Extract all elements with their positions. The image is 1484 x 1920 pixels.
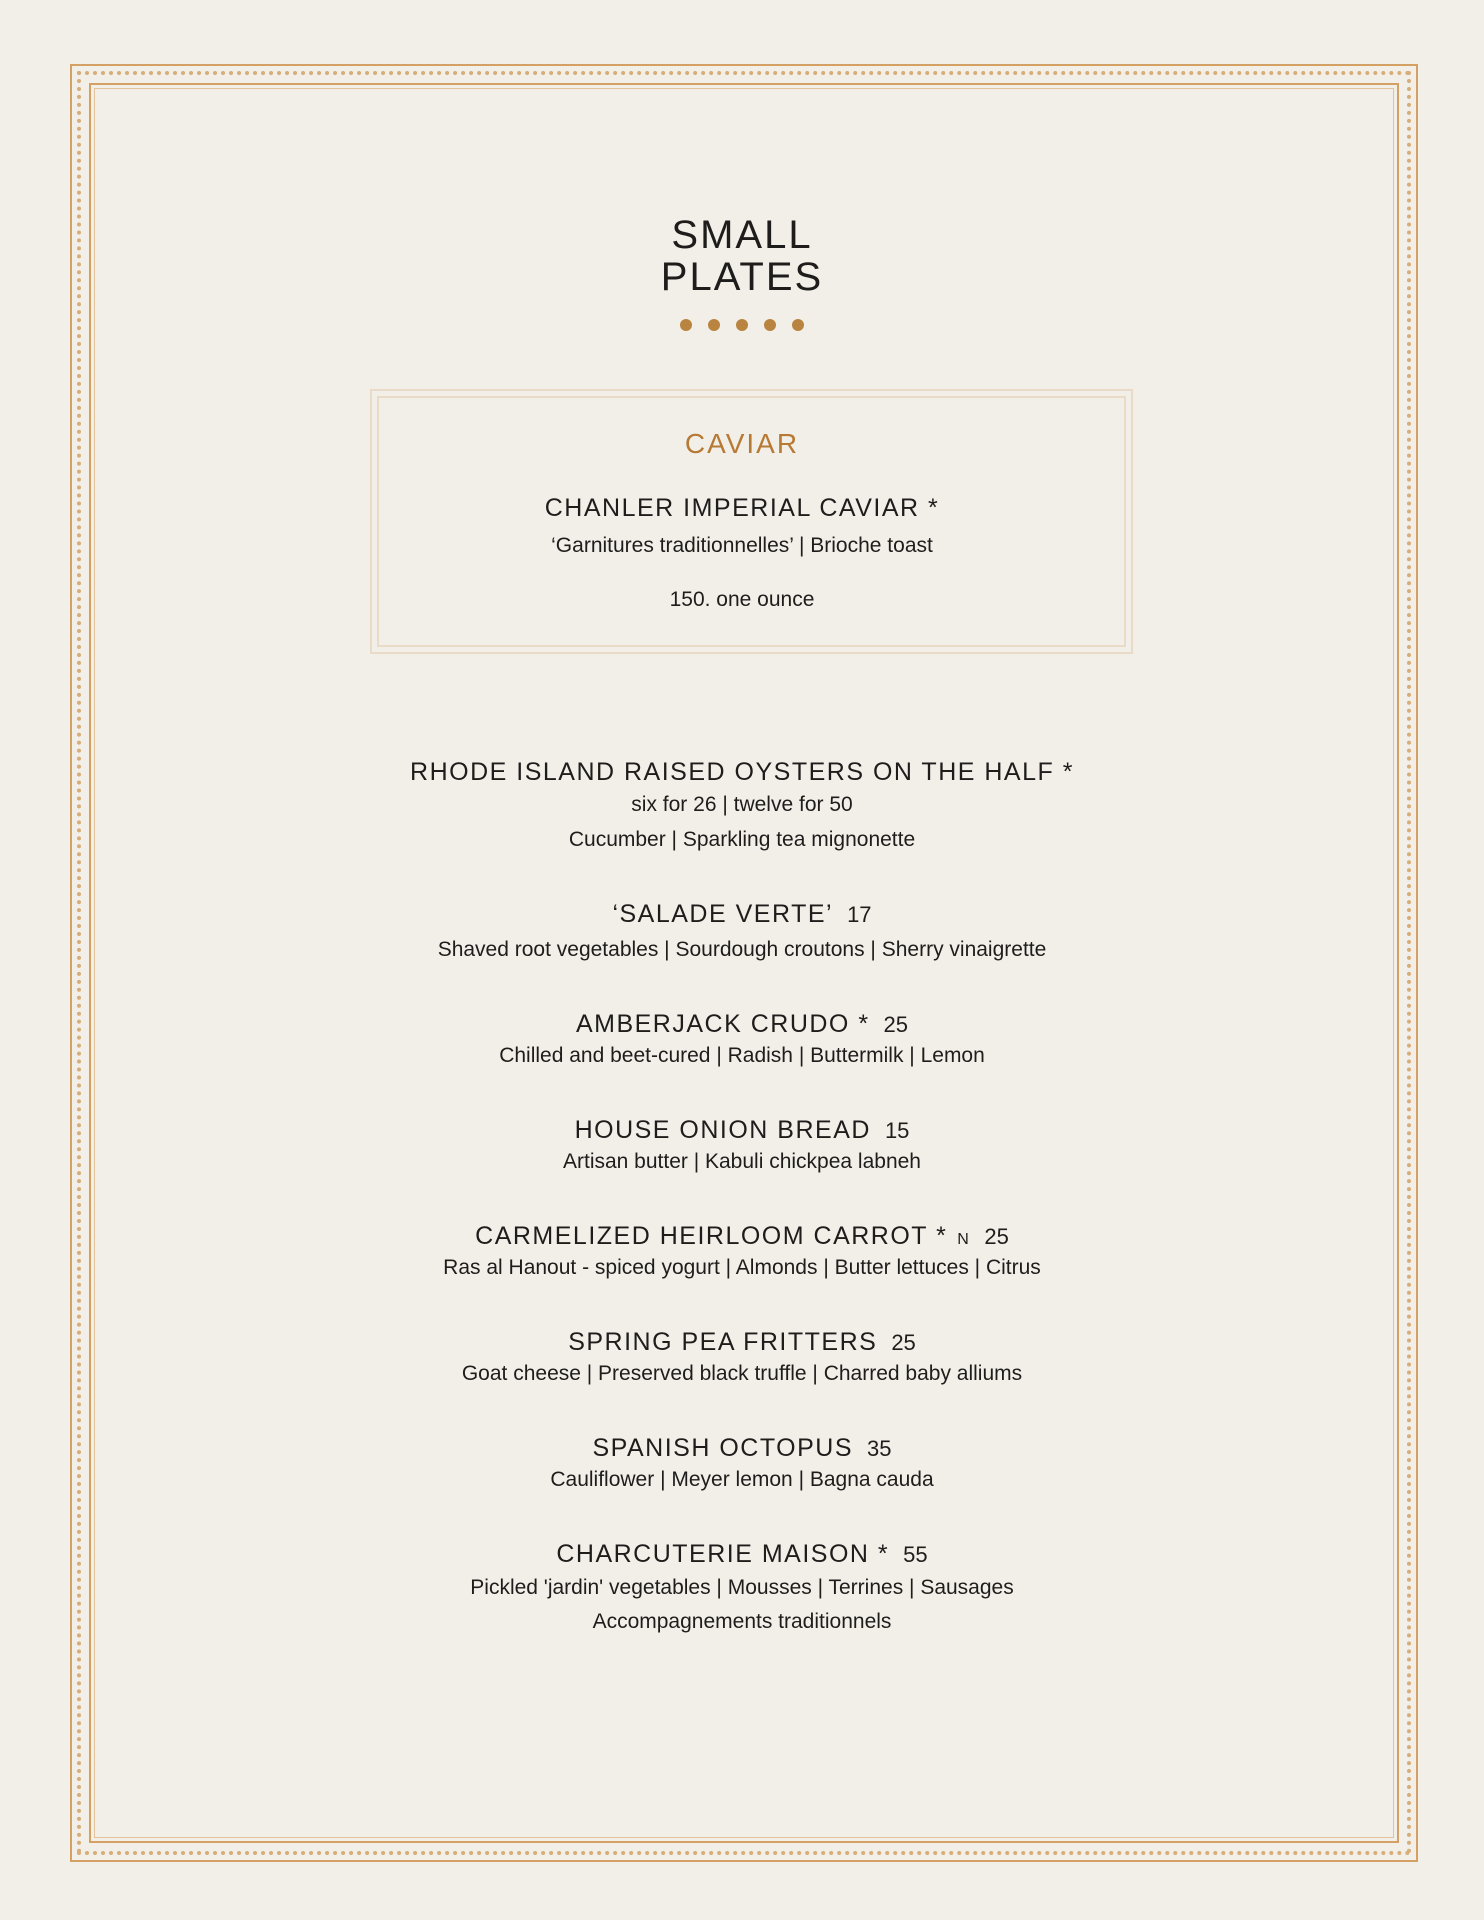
menu-item-price: 25 [883, 1012, 909, 1037]
menu-item-title: CARMELIZED HEIRLOOM CARROT * [475, 1222, 948, 1250]
menu-item-price: 17 [847, 902, 872, 927]
page-title-line1: SMALL [671, 213, 813, 257]
menu-item-name [0, 1010, 1484, 1039]
menu-item-title: AMBERJACK CRUDO * [575, 1010, 870, 1038]
menu-item-name [0, 1328, 1484, 1357]
menu-item-description: Cucumber | Sparkling tea mignonette [568, 828, 916, 851]
caviar-item-name: CHANLER IMPERIAL CAVIAR * [544, 494, 940, 522]
menu-item-name [0, 1116, 1484, 1145]
menu-item-name [0, 758, 1484, 787]
menu-item-description: Goat cheese | Preserved black truffle | Charred baby alliums [461, 1362, 1023, 1385]
dot-ornament-icon [792, 319, 804, 331]
menu-item-description: Shaved root vegetables | Sourdough croutons | Sherry vinaigrette [437, 938, 1047, 961]
menu-item-title: CHARCUTERIE MAISON * [556, 1540, 890, 1568]
menu-item-name [0, 900, 1484, 929]
menu-item-price: 25 [984, 1224, 1009, 1249]
menu-item-title: ‘SALADE VERTE’ [612, 900, 834, 928]
menu-item-price: 55 [903, 1542, 928, 1567]
menu-item-description: Ras al Hanout - spiced yogurt | Almonds | Butter lettuces | Citrus [443, 1256, 1041, 1279]
dot-ornament-icon [680, 319, 692, 331]
dot-ornament-icon [736, 319, 748, 331]
menu-item-description: Pickled 'jardin' vegetables | Mousses | Terrines | Sausages [470, 1576, 1014, 1599]
menu-item-title: RHODE ISLAND RAISED OYSTERS ON THE HALF * [410, 758, 1074, 786]
menu-item-title: SPANISH OCTOPUS [592, 1434, 854, 1462]
decorative-dots [0, 318, 1484, 336]
caviar-item-price: 150. one ounce [669, 588, 815, 611]
page-title-line2: PLATES [660, 255, 824, 299]
menu-item-description: Chilled and beet-cured | Radish | Buttermilk | Lemon [499, 1044, 985, 1067]
caviar-section-label: CAVIAR [684, 428, 800, 459]
caviar-item-description: ‘Garnitures traditionnelles’ | Brioche toast [551, 534, 933, 557]
menu-item-name [0, 1222, 1484, 1251]
menu-item-description: Artisan butter | Kabuli chickpea labneh [562, 1150, 921, 1173]
dot-ornament-icon [708, 319, 720, 331]
menu-item-description: Cauliflower | Meyer lemon | Bagna cauda [550, 1468, 934, 1491]
menu-item-description: six for 26 | twelve for 50 [631, 793, 853, 816]
menu-item-name [0, 1434, 1484, 1463]
nut-allergen-mark: N [957, 1231, 971, 1248]
menu-item-description: Accompagnements traditionnels [592, 1610, 892, 1633]
dot-ornament-icon [764, 319, 776, 331]
menu-item-name [0, 1540, 1484, 1569]
menu-item-price: 25 [891, 1330, 916, 1355]
menu-item-price: 35 [867, 1436, 892, 1461]
menu-item-title: SPRING PEA FRITTERS [568, 1328, 878, 1356]
menu-item-price: 15 [884, 1118, 910, 1143]
menu-item-title: HOUSE ONION BREAD [574, 1116, 871, 1144]
